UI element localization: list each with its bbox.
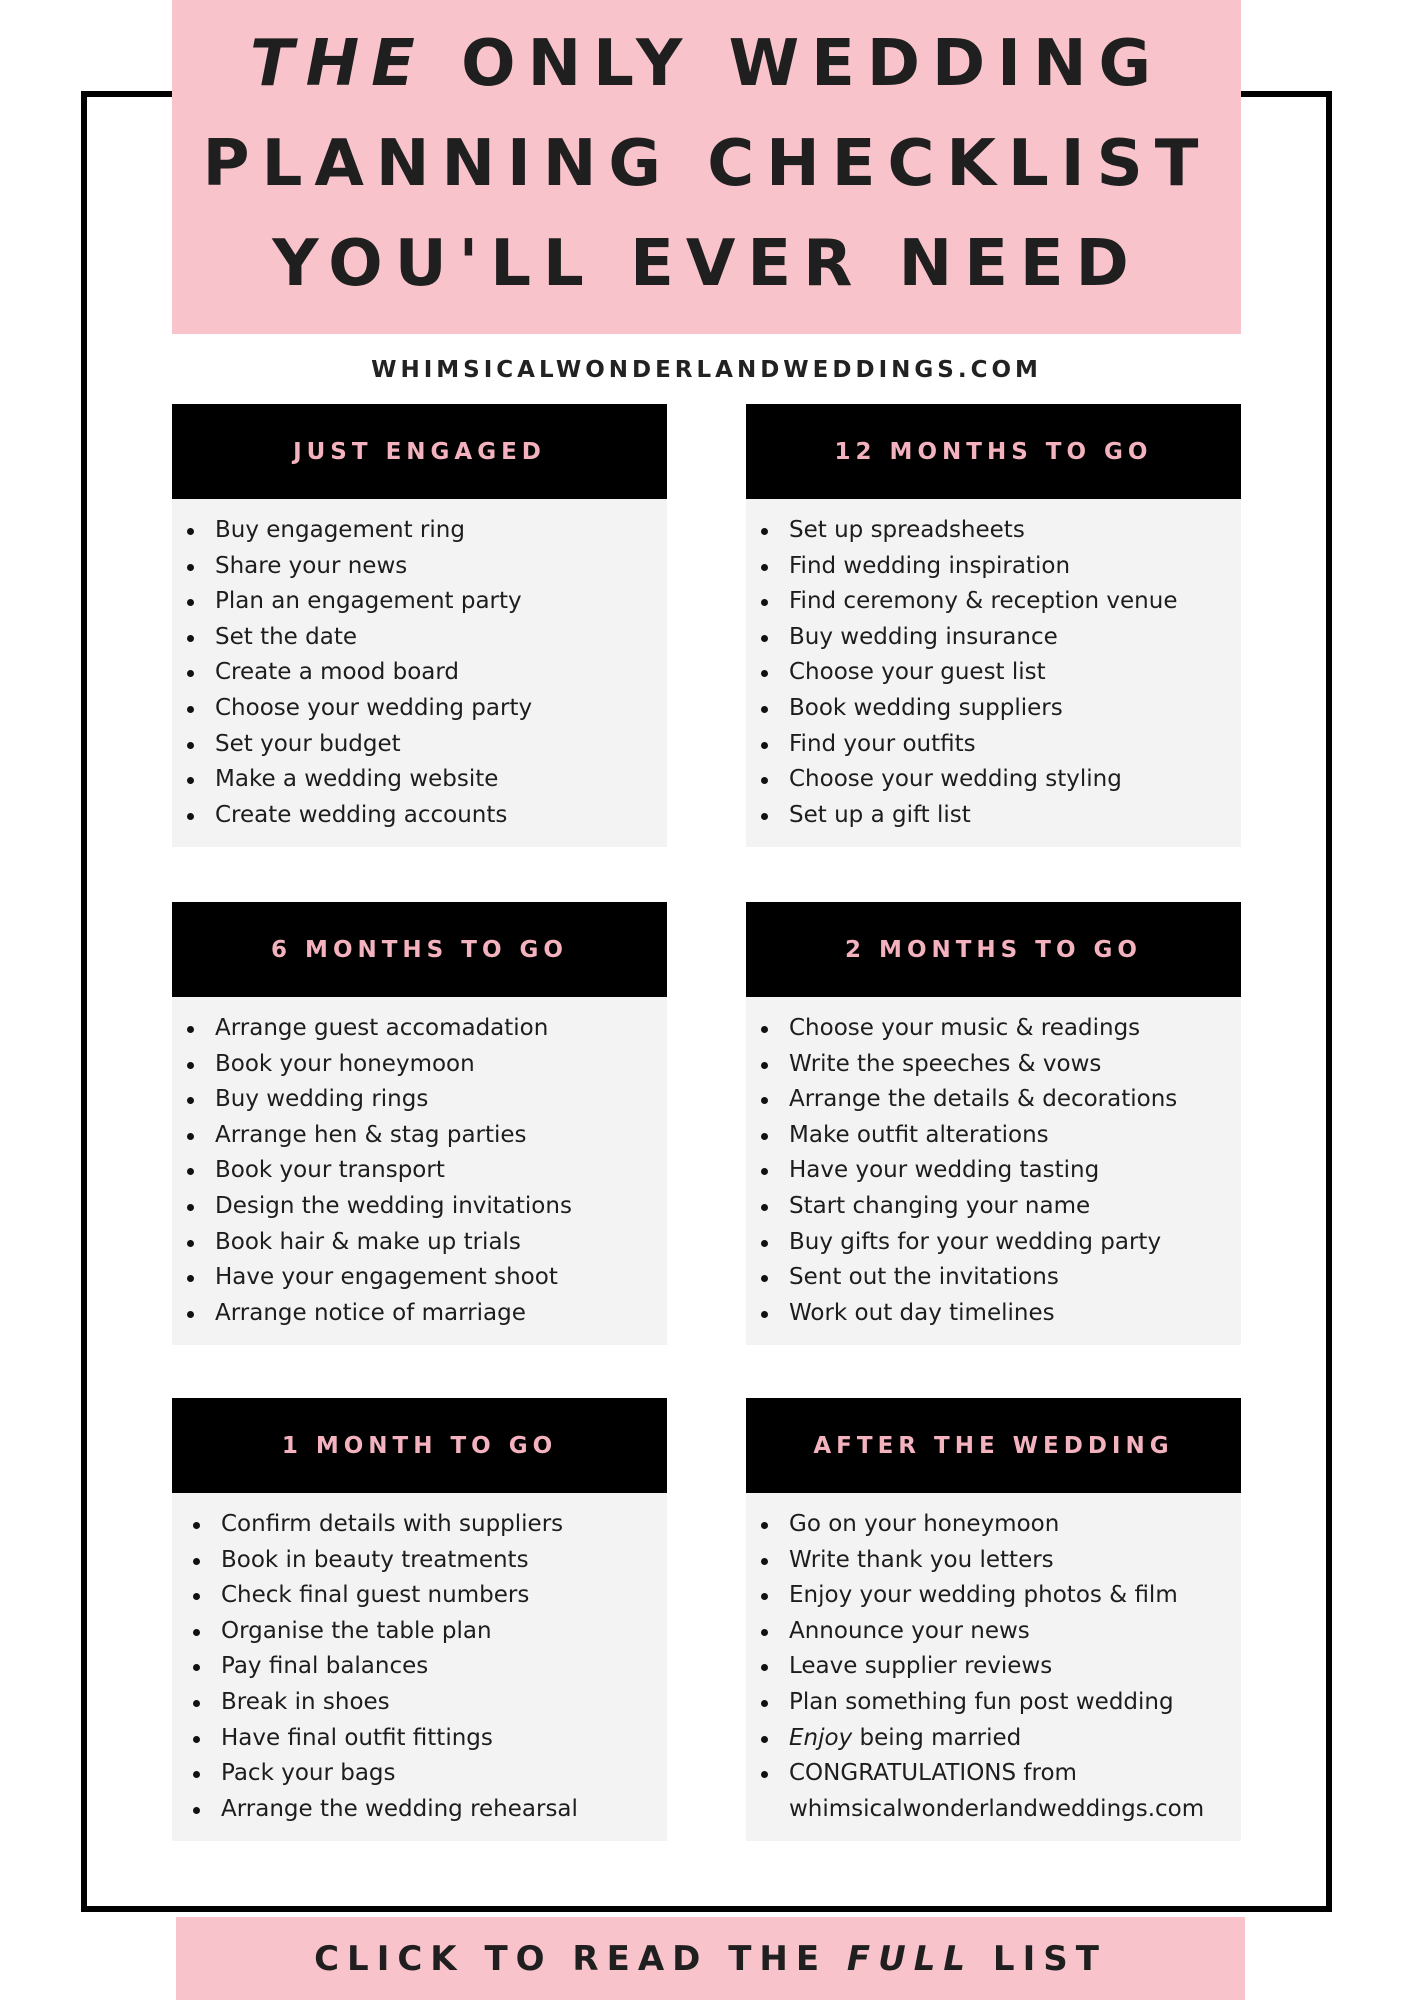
list-item: Start changing your name bbox=[746, 1189, 1241, 1225]
title-line-1-rest: ONLY WEDDING bbox=[461, 27, 1164, 101]
checklist bbox=[746, 499, 1241, 843]
title-line-2: PLANNING CHECKLIST bbox=[202, 127, 1211, 201]
list-item: Leave supplier reviews bbox=[746, 1649, 1241, 1685]
section-just-engaged bbox=[172, 404, 667, 847]
list-item: Sent out the invitations bbox=[746, 1260, 1241, 1296]
list-item: Confirm details with suppliers bbox=[178, 1507, 667, 1543]
section-heading: 2 MONTHS TO GO bbox=[746, 902, 1241, 997]
list-item: Find your outfits bbox=[746, 727, 1241, 763]
list-item: Arrange guest accomadation bbox=[172, 1011, 667, 1047]
section-after-wedding bbox=[746, 1398, 1241, 1841]
list-item: Buy engagement ring bbox=[172, 513, 667, 549]
read-full-list-button[interactable] bbox=[176, 1917, 1245, 2000]
list-item: Go on your honeymoon bbox=[746, 1507, 1241, 1543]
list-item: Check final guest numbers bbox=[178, 1578, 667, 1614]
title-the: THE bbox=[249, 27, 427, 101]
list-item: Have final outfit fittings bbox=[178, 1721, 667, 1757]
list-item: Pack your bags bbox=[178, 1756, 667, 1792]
list-item: Pay final balances bbox=[178, 1649, 667, 1685]
enjoy-emphasis: Enjoy bbox=[789, 1724, 853, 1751]
list-item: Create wedding accounts bbox=[172, 798, 667, 834]
list-item: Book hair & make up trials bbox=[172, 1225, 667, 1261]
footer-text-1: CLICK TO READ THE bbox=[314, 1938, 847, 1979]
list-item: Work out day timelines bbox=[746, 1296, 1241, 1332]
list-item: Organise the table plan bbox=[178, 1614, 667, 1650]
section-12-months bbox=[746, 404, 1241, 847]
checklist bbox=[172, 997, 667, 1341]
list-item: Book wedding suppliers bbox=[746, 691, 1241, 727]
list-item: Choose your guest list bbox=[746, 655, 1241, 691]
title-line-1 bbox=[172, 27, 1241, 101]
title-line-3: YOU'LL EVER NEED bbox=[272, 227, 1141, 301]
checklist bbox=[746, 997, 1241, 1341]
list-item: Book in beauty treatments bbox=[178, 1543, 667, 1579]
list-item: Set the date bbox=[172, 620, 667, 656]
list-item: Buy wedding insurance bbox=[746, 620, 1241, 656]
section-heading: 6 MONTHS TO GO bbox=[172, 902, 667, 997]
checklist bbox=[172, 1493, 667, 1837]
list-item: Choose your wedding styling bbox=[746, 762, 1241, 798]
list-item: Announce your news bbox=[746, 1614, 1241, 1650]
list-item: Have your engagement shoot bbox=[172, 1260, 667, 1296]
section-6-months bbox=[172, 902, 667, 1345]
list-item: Enjoy your wedding photos & film bbox=[746, 1578, 1241, 1614]
list-item: Choose your music & readings bbox=[746, 1011, 1241, 1047]
section-2-months bbox=[746, 902, 1241, 1345]
list-item: Share your news bbox=[172, 549, 667, 585]
section-heading: 12 MONTHS TO GO bbox=[746, 404, 1241, 499]
list-item: Create a mood board bbox=[172, 655, 667, 691]
section-heading: 1 MONTH TO GO bbox=[172, 1398, 667, 1493]
footer-text-2: LIST bbox=[973, 1938, 1107, 1979]
list-item: CONGRATULATIONS from whimsicalwonderlandweddings.com bbox=[746, 1756, 1241, 1827]
list-item bbox=[746, 1721, 1241, 1757]
list-item: Make outfit alterations bbox=[746, 1118, 1241, 1154]
list-item: Write thank you letters bbox=[746, 1543, 1241, 1579]
list-item: Arrange hen & stag parties bbox=[172, 1118, 667, 1154]
section-heading: JUST ENGAGED bbox=[172, 404, 667, 499]
footer-emphasis: FULL bbox=[846, 1938, 974, 1979]
list-item: Design the wedding invitations bbox=[172, 1189, 667, 1225]
list-item: Plan an engagement party bbox=[172, 584, 667, 620]
list-item: Make a wedding website bbox=[172, 762, 667, 798]
list-item: Buy wedding rings bbox=[172, 1082, 667, 1118]
section-heading: AFTER THE WEDDING bbox=[746, 1398, 1241, 1493]
website-link[interactable]: WHIMSICALWONDERLANDWEDDINGS.COM bbox=[371, 357, 1042, 383]
list-item: Choose your wedding party bbox=[172, 691, 667, 727]
list-item: Set your budget bbox=[172, 727, 667, 763]
list-item: Set up a gift list bbox=[746, 798, 1241, 834]
list-item: Find wedding inspiration bbox=[746, 549, 1241, 585]
checklist bbox=[746, 1493, 1241, 1837]
checklist bbox=[172, 499, 667, 843]
enjoy-rest: being married bbox=[852, 1724, 1022, 1751]
list-item: Break in shoes bbox=[178, 1685, 667, 1721]
list-item: Have your wedding tasting bbox=[746, 1153, 1241, 1189]
section-1-month bbox=[172, 1398, 667, 1841]
list-item: Arrange the wedding rehearsal bbox=[178, 1792, 667, 1828]
list-item: Plan something fun post wedding bbox=[746, 1685, 1241, 1721]
list-item: Write the speeches & vows bbox=[746, 1047, 1241, 1083]
list-item: Arrange notice of marriage bbox=[172, 1296, 667, 1332]
list-item: Buy gifts for your wedding party bbox=[746, 1225, 1241, 1261]
list-item: Book your transport bbox=[172, 1153, 667, 1189]
list-item: Set up spreadsheets bbox=[746, 513, 1241, 549]
list-item: Arrange the details & decorations bbox=[746, 1082, 1241, 1118]
list-item: Find ceremony & reception venue bbox=[746, 584, 1241, 620]
title-banner bbox=[172, 0, 1241, 334]
list-item: Book your honeymoon bbox=[172, 1047, 667, 1083]
